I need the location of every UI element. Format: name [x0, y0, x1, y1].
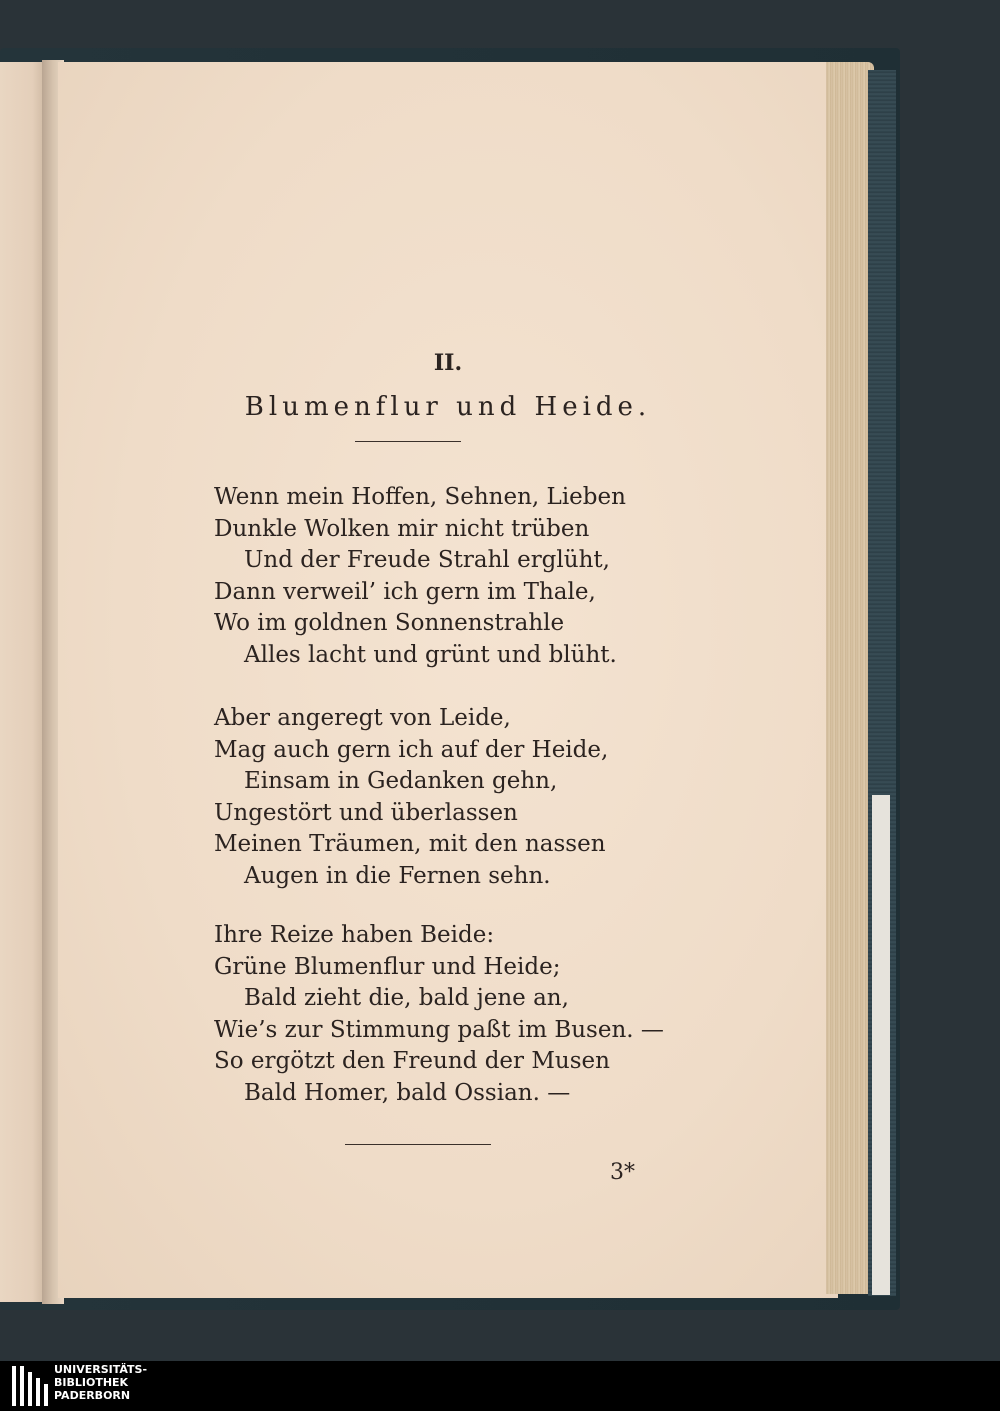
poem-line: Aber angeregt von Leide,	[214, 705, 511, 731]
poem-line: Meinen Träumen, mit den nassen	[214, 831, 606, 857]
poem-line: Grüne Blumenflur und Heide;	[214, 953, 561, 980]
poem-title: Blumenflur und Heide.	[244, 392, 652, 422]
poem-line: Bald Homer, bald Ossian. —	[244, 1079, 571, 1106]
poem-line: Wenn mein Hoffen, Sehnen, Lieben	[214, 484, 626, 510]
left-page	[0, 62, 46, 1302]
poem-line: Dunkle Wolken mir nicht trüben	[214, 515, 590, 542]
page-number: 3*	[610, 1160, 635, 1185]
poem-line: Mag auch gern ich auf der Heide,	[214, 736, 609, 763]
poem-line: Und der Freude Strahl erglüht,	[244, 547, 610, 573]
chapter-number: II.	[433, 350, 463, 376]
poem-line: Dann verweil’ ich gern im Thale,	[214, 578, 596, 605]
library-name-line: UNIVERSITÄTS-	[54, 1363, 148, 1376]
right-page	[58, 62, 838, 1298]
library-name	[54, 1363, 147, 1402]
poem-line: Bald zieht die, bald jene an,	[244, 985, 569, 1011]
end-divider	[345, 1144, 491, 1145]
poem-line: Wie’s zur Stimmung paßt im Busen. —	[214, 1016, 664, 1043]
library-name-line: BIBLIOTHEK	[54, 1376, 129, 1389]
poem-line: Alles lacht und grünt und blüht.	[244, 641, 617, 668]
stanza	[214, 482, 626, 671]
bookmark-strip	[872, 795, 890, 1295]
title-divider	[355, 441, 461, 442]
poem-line: So ergötzt den Freund der Musen	[214, 1048, 610, 1074]
poem-line: Ihre Reize haben Beide:	[214, 922, 495, 948]
poem-line: Augen in die Fernen sehn.	[244, 862, 551, 889]
library-name-line: PADERBORN	[54, 1389, 131, 1402]
poem-line: Einsam in Gedanken gehn,	[244, 768, 558, 794]
poem-line: Ungestört und überlassen	[214, 799, 518, 826]
poem-line: Wo im goldnen Sonnenstrahle	[214, 610, 565, 636]
university-library-logo-icon	[12, 1366, 48, 1406]
page-edges	[826, 62, 874, 1294]
footer-bar	[0, 1361, 1000, 1411]
stanza	[214, 703, 608, 892]
stanza	[214, 920, 664, 1109]
